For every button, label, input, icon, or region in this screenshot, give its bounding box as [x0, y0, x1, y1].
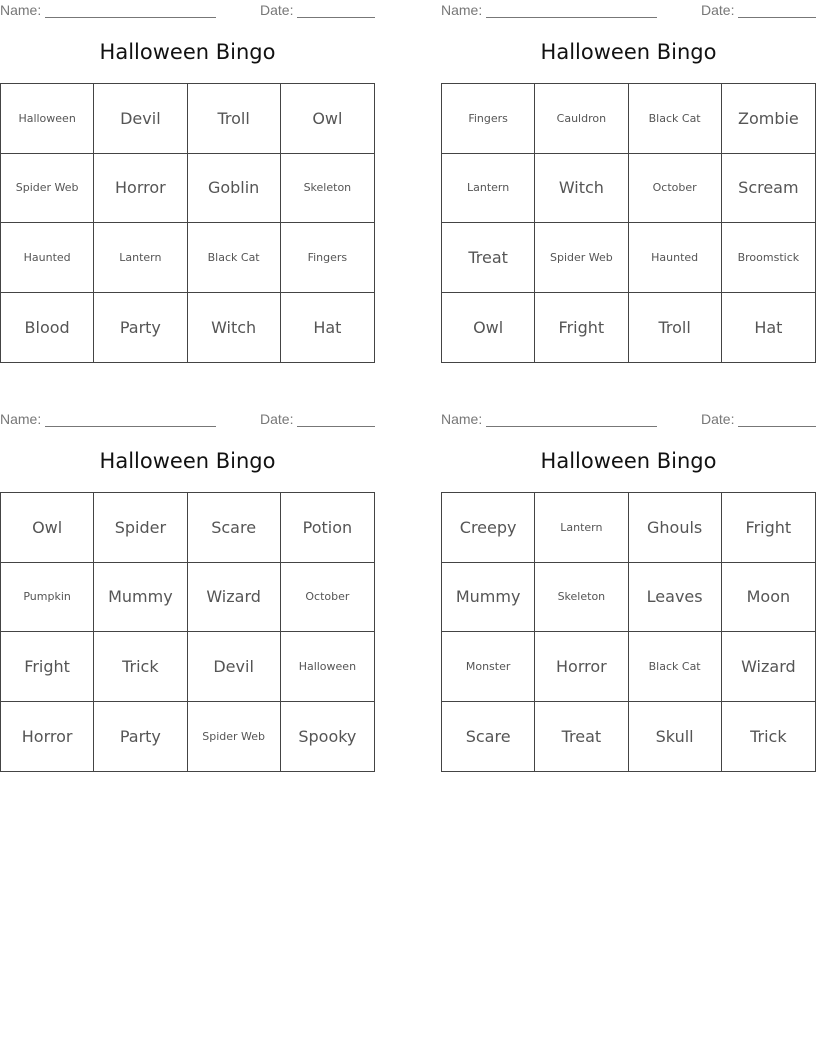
bingo-cell[interactable]: Fingers [281, 223, 374, 293]
bingo-cell[interactable]: Moon [722, 563, 815, 633]
bingo-cell[interactable]: Ghouls [629, 493, 722, 563]
bingo-cell[interactable]: Halloween [1, 84, 94, 154]
bingo-cell[interactable]: Scream [722, 154, 815, 224]
bingo-cell[interactable]: Owl [1, 493, 94, 563]
bingo-cell[interactable]: Fright [1, 632, 94, 702]
card-title: Halloween Bingo [99, 449, 276, 473]
bingo-cell[interactable]: Trick [94, 632, 187, 702]
bingo-cell[interactable]: Fright [535, 293, 628, 363]
bingo-cell[interactable]: October [281, 563, 374, 633]
bingo-cell[interactable]: Witch [535, 154, 628, 224]
bingo-cell[interactable]: Goblin [188, 154, 281, 224]
bingo-cell[interactable]: Fright [722, 493, 815, 563]
bingo-cell[interactable]: Pumpkin [1, 563, 94, 633]
bingo-cell[interactable]: Devil [94, 84, 187, 154]
bingo-cell[interactable]: Owl [442, 293, 535, 363]
card-title: Halloween Bingo [99, 40, 276, 64]
bingo-cell[interactable]: Black Cat [629, 632, 722, 702]
bingo-cell[interactable]: Cauldron [535, 84, 628, 154]
bingo-cell[interactable]: Blood [1, 293, 94, 363]
bingo-cell[interactable]: Leaves [629, 563, 722, 633]
bingo-cell[interactable]: Halloween [281, 632, 374, 702]
name-label: Name: [0, 2, 42, 18]
bingo-cell[interactable]: Mummy [442, 563, 535, 633]
bingo-cell[interactable]: Devil [188, 632, 281, 702]
date-blank-line[interactable] [738, 426, 816, 427]
bingo-cell[interactable]: Horror [535, 632, 628, 702]
bingo-cell[interactable]: Troll [188, 84, 281, 154]
card-title: Halloween Bingo [540, 40, 717, 64]
bingo-cell[interactable]: Spider Web [188, 702, 281, 772]
bingo-cell[interactable]: Scare [442, 702, 535, 772]
bingo-card [0, 0, 375, 365]
bingo-cell[interactable]: Monster [442, 632, 535, 702]
bingo-cell[interactable]: Witch [188, 293, 281, 363]
bingo-cell[interactable]: Horror [94, 154, 187, 224]
bingo-cell[interactable]: Lantern [535, 493, 628, 563]
bingo-cell[interactable]: Owl [281, 84, 374, 154]
name-date-fields [0, 411, 375, 429]
bingo-cell[interactable]: Skeleton [281, 154, 374, 224]
name-label: Name: [441, 2, 483, 18]
name-label: Name: [441, 411, 483, 427]
bingo-cell[interactable]: Treat [535, 702, 628, 772]
name-date-fields [441, 2, 816, 20]
bingo-cell[interactable]: Hat [313, 317, 342, 337]
name-date-fields [441, 411, 816, 429]
bingo-cell[interactable]: Wizard [722, 632, 815, 702]
name-label: Name: [0, 411, 42, 427]
date-label: Date: [260, 2, 294, 18]
bingo-card [0, 409, 375, 774]
bingo-card [441, 409, 816, 774]
date-label: Date: [701, 411, 735, 427]
date-blank-line[interactable] [297, 426, 375, 427]
name-blank-line[interactable] [45, 426, 216, 427]
bingo-cell[interactable]: Skull [629, 702, 722, 772]
bingo-cell[interactable]: Lantern [94, 223, 187, 293]
bingo-cell[interactable]: Potion [281, 493, 374, 563]
bingo-cell[interactable]: Spider Web [1, 154, 94, 224]
bingo-cell[interactable]: Hat [754, 317, 783, 337]
date-blank-line[interactable] [738, 17, 816, 18]
bingo-cell[interactable]: Broomstick [722, 223, 815, 293]
name-blank-line[interactable] [486, 426, 657, 427]
bingo-grid [0, 83, 375, 363]
bingo-grid [0, 492, 375, 772]
bingo-cell[interactable]: Scare [188, 493, 281, 563]
bingo-cell[interactable]: Black Cat [188, 223, 281, 293]
bingo-cell[interactable]: Mummy [94, 563, 187, 633]
bingo-cell[interactable]: October [629, 154, 722, 224]
bingo-cell[interactable]: Skeleton [535, 563, 628, 633]
card-title: Halloween Bingo [540, 449, 717, 473]
bingo-cell[interactable]: Party [94, 702, 187, 772]
bingo-cell[interactable]: Wizard [188, 563, 281, 633]
bingo-cell[interactable]: Haunted [629, 223, 722, 293]
name-blank-line[interactable] [486, 17, 657, 18]
date-label: Date: [701, 2, 735, 18]
bingo-cell[interactable]: Haunted [1, 223, 94, 293]
bingo-cell[interactable]: Zombie [722, 84, 815, 154]
bingo-card [441, 0, 816, 365]
name-date-fields [0, 2, 375, 20]
date-blank-line[interactable] [297, 17, 375, 18]
date-label: Date: [260, 411, 294, 427]
bingo-cell[interactable]: Spider Web [535, 223, 628, 293]
bingo-grid [441, 492, 816, 772]
bingo-cell[interactable]: Horror [1, 702, 94, 772]
bingo-cell[interactable]: Troll [629, 293, 722, 363]
bingo-cell[interactable]: Creepy [442, 493, 535, 563]
bingo-cell[interactable]: Black Cat [629, 84, 722, 154]
bingo-cell[interactable]: Spooky [298, 726, 357, 746]
bingo-cell[interactable]: Trick [750, 726, 787, 746]
bingo-cell[interactable]: Fingers [442, 84, 535, 154]
bingo-cell[interactable]: Lantern [442, 154, 535, 224]
bingo-cell[interactable]: Treat [442, 223, 535, 293]
bingo-cell[interactable]: Spider [94, 493, 187, 563]
bingo-grid [441, 83, 816, 363]
bingo-cell[interactable]: Party [94, 293, 187, 363]
name-blank-line[interactable] [45, 17, 216, 18]
